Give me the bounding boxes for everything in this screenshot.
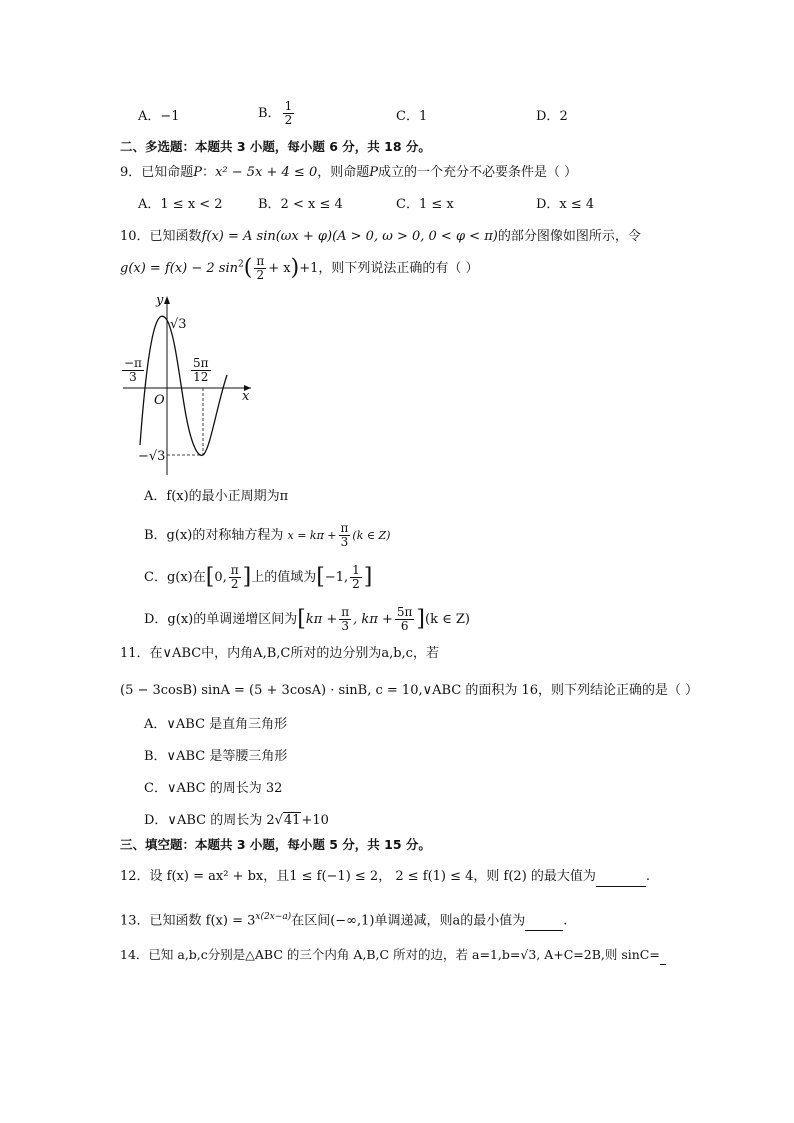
graph-neg-sqrt3-label: −√3 bbox=[138, 449, 166, 464]
q10-option-b: B．g(x)的对称轴方程为 x = kπ + $\frac{\pi}{3}$ (k ∈ Z) bbox=[144, 521, 391, 549]
q11-option-b: B．∨ABC 是等腰三角形 bbox=[144, 749, 288, 764]
q9-option-a: A．1 ≤ x < 2 bbox=[138, 197, 223, 212]
question-14: 14．已知 a,b,c分别是△ABC 的三个内角 A,B,C 所对的边，若 a=1,b=√3, A+C=2B,则 sinC= bbox=[120, 946, 666, 965]
section-heading-multiple-choice: 二、多选题：本题共 3 小题，每小题 6 分，共 18 分。 bbox=[120, 139, 431, 154]
q10-option-c: C．g(x)在[0, $\frac{\pi}{2}$ ]上的值域为[−1, $\frac{1}{2}$ ] bbox=[144, 563, 373, 591]
question-11-stem: 11．在∨ABC中，内角A,B,C所对的边分别为a,b,c，若 bbox=[120, 646, 439, 661]
q11-option-d: D．∨ABC 的周长为 2√41+10 bbox=[144, 813, 329, 828]
q9-option-d: D．x ≤ 4 bbox=[536, 197, 595, 212]
q10-option-d: D．g(x)的单调递增区间为[kπ + $\frac{\pi}{3}$ , kπ + $\frac{5\pi}{6}$ ](k ∈ Z) bbox=[144, 605, 470, 633]
section-heading-fill-in: 三、填空题：本题共 3 小题，每小题 5 分，共 15 分。 bbox=[120, 837, 431, 852]
answer-blank bbox=[660, 946, 666, 965]
q11-option-a: A．∨ABC 是直角三角形 bbox=[144, 717, 288, 732]
q10-option-a: A．f(x)的最小正周期为π bbox=[144, 489, 289, 504]
question-10-g-definition: g(x) = f(x) − 2 $\sin^2$( $\frac{\pi}{2}$ + x)+1，则下列说法正确的有（ ） bbox=[120, 254, 479, 282]
question-10-stem: 10．已知函数f(x) = A sin(ωx + φ)(A > 0, ω > 0, 0 < φ < π)的部分图像如图所示，令 bbox=[120, 229, 641, 244]
graph-sqrt3-label: √3 bbox=[170, 317, 187, 332]
q9-option-c: C．1 ≤ x bbox=[396, 197, 454, 212]
q9-option-b: B．2 < x ≤ 4 bbox=[258, 197, 343, 212]
q8-option-c: C．1 bbox=[396, 109, 428, 124]
question-13: 13．已知函数 $f(x) = 3^{x(2x-a)}$在区间(−∞,1)单调递减，则a的最小值为 . bbox=[120, 908, 567, 931]
q8-option-a: A．−1 bbox=[138, 109, 180, 124]
q11-option-c: C．∨ABC 的周长为 32 bbox=[144, 781, 283, 796]
graph-5pi-over-12-label: $\frac{5\pi}{12}$ bbox=[193, 356, 209, 384]
graph-y-label: y bbox=[156, 293, 164, 308]
question-11-condition: (5 − 3cosB) sinA = (5 + 3cosA) · sinB, c = 10,∨ABC 的面积为 16，则下列结论正确的是（ ） bbox=[120, 683, 699, 698]
q8-option-b: B． $\frac{1}{2}$ bbox=[258, 99, 293, 127]
answer-blank bbox=[525, 912, 563, 931]
graph-origin-label: O bbox=[154, 393, 165, 408]
graph-neg-pi-over-3-label: $\frac{-\pi}{3}$ bbox=[124, 356, 142, 384]
question-12: 12．设 f(x) = ax² + bx，且1 ≤ f(−1) ≤ 2， 2 ≤ f(1) ≤ 4，则 f(2) 的最大值为 . bbox=[120, 868, 650, 887]
question-9: 9．已知命题P：x² − 5x + 4 ≤ 0，则命题P成立的一个充分不必要条件是（ ） bbox=[120, 165, 578, 180]
graph-x-label: x bbox=[242, 389, 250, 404]
answer-blank bbox=[596, 868, 646, 887]
q8-option-d: D．2 bbox=[536, 109, 568, 124]
